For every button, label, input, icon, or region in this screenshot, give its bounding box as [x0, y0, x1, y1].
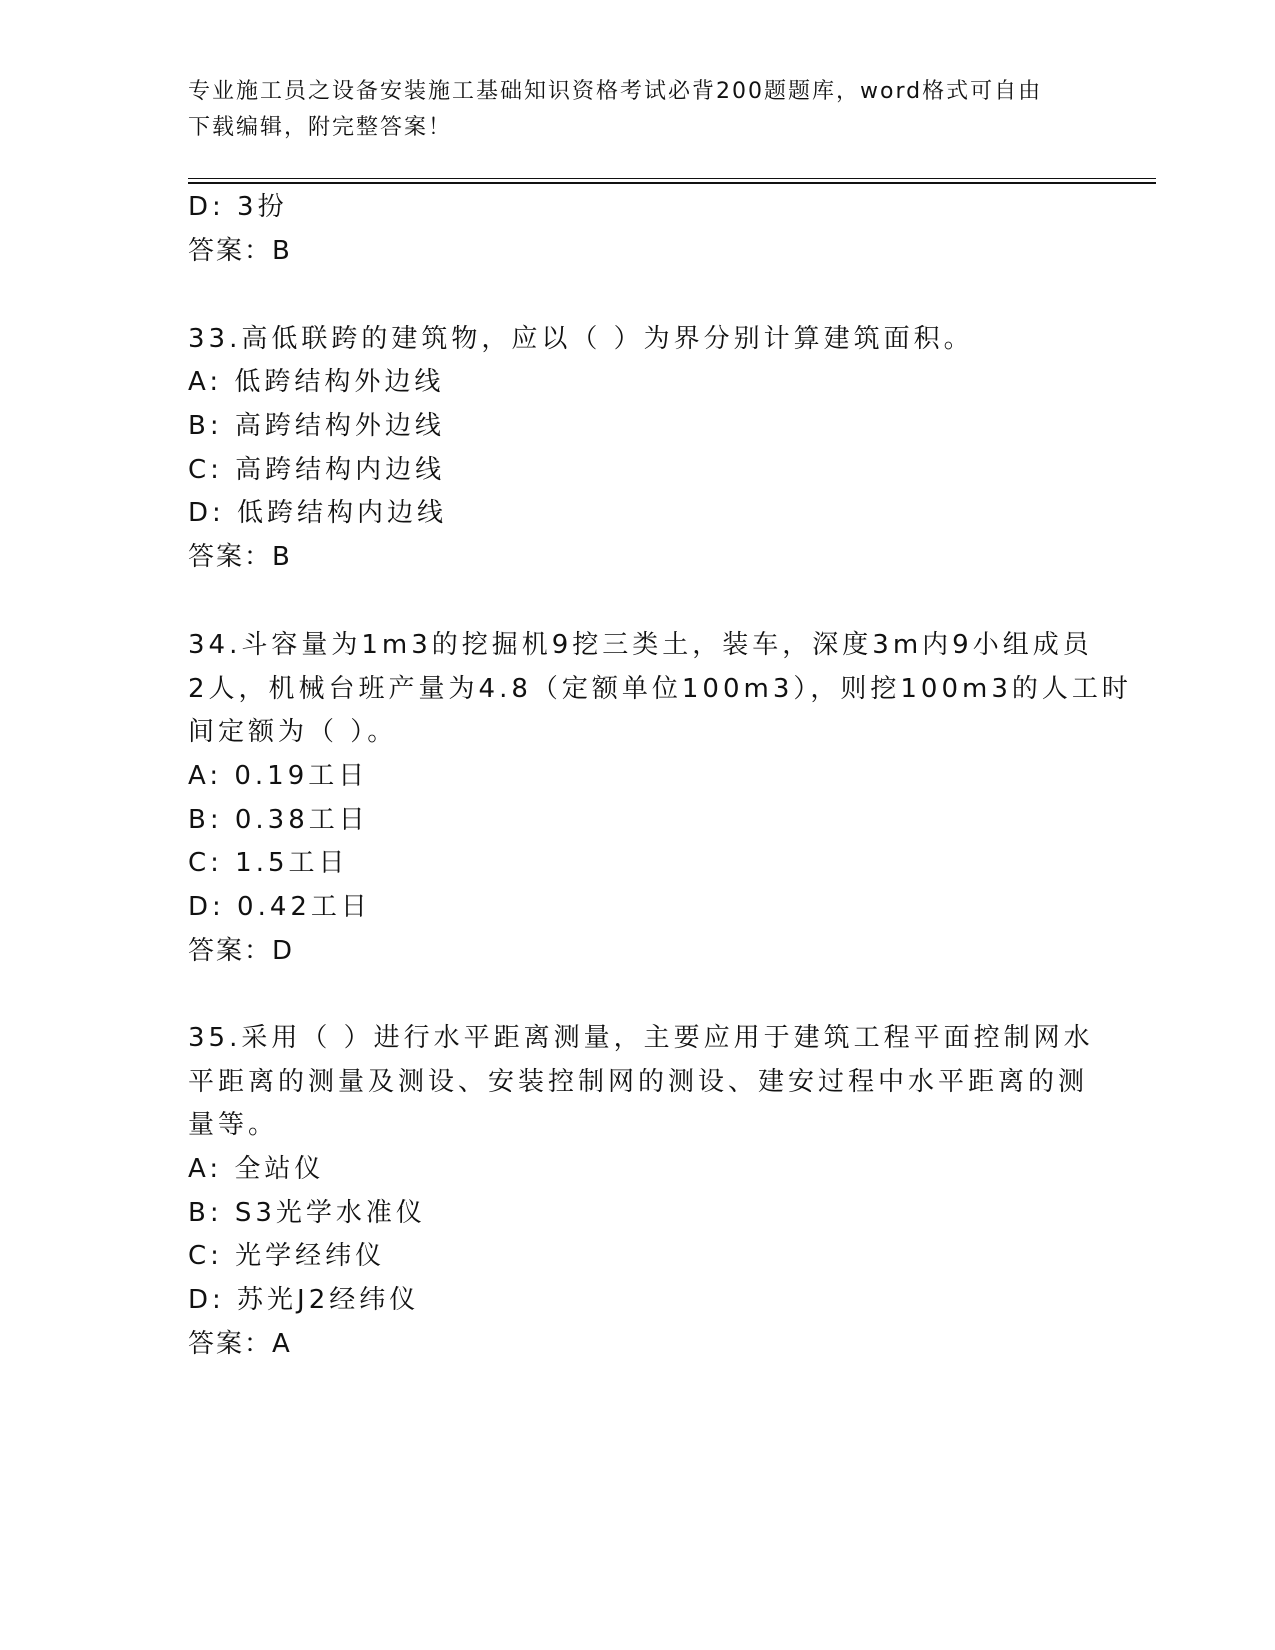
q35-option-b: B: S3光学水准仪: [188, 1198, 426, 1228]
q33-option-c: C: 高跨结构内边线: [188, 455, 446, 485]
header-title-line-1: 专业施工员之设备安装施工基础知识资格考试必背200题题库，word格式可自由: [188, 79, 1043, 104]
q35-option-a: A: 全站仪: [188, 1154, 325, 1184]
q35-stem-line-3: 量等。: [188, 1110, 279, 1140]
q35-stem-line-2: 平距离的测量及测设、安装控制网的测设、建安过程中水平距离的测: [188, 1067, 1089, 1097]
q32-answer: 答案：B: [188, 236, 292, 266]
q34-option-b: B: 0.38工日: [188, 805, 369, 835]
document-header: [188, 74, 1088, 146]
q34-option-c: C: 1.5工日: [188, 848, 349, 878]
q35-answer: 答案：A: [188, 1329, 292, 1359]
q35-option-c: C: 光学经纬仪: [188, 1241, 386, 1271]
q33-option-a: A: 低跨结构外边线: [188, 367, 445, 397]
q34-answer: 答案：D: [188, 936, 295, 966]
q33-option-d: D: 低跨结构内边线: [188, 498, 448, 528]
q34-stem-line-1: 34.斗容量为1m3的挖掘机9挖三类土，装车，深度3m内9小组成员: [188, 630, 1093, 660]
q34-stem-line-3: 间定额为（ ）。: [188, 717, 398, 747]
q34-stem-line-2: 2人，机械台班产量为4.8（定额单位100m3），则挖100m3的人工时: [188, 674, 1132, 704]
q33-option-b: B: 高跨结构外边线: [188, 411, 445, 441]
q34-option-a: A: 0.19工日: [188, 761, 369, 791]
header-title-line-2: 下载编辑，附完整答案！: [188, 115, 453, 140]
q35-stem-line-1: 35.采用（ ）进行水平距离测量，主要应用于建筑工程平面控制网水: [188, 1023, 1094, 1053]
header-rule-thick: [188, 182, 1156, 184]
q32-option-d: D: 3扮: [188, 192, 288, 222]
header-rule-thin: [188, 178, 1156, 179]
q33-answer: 答案：B: [188, 542, 292, 572]
q34-option-d: D: 0.42工日: [188, 892, 371, 922]
q33-stem: 33.高低联跨的建筑物，应以（ ）为界分别计算建筑面积。: [188, 324, 974, 354]
q35-option-d: D: 苏光J2经纬仪: [188, 1285, 420, 1315]
